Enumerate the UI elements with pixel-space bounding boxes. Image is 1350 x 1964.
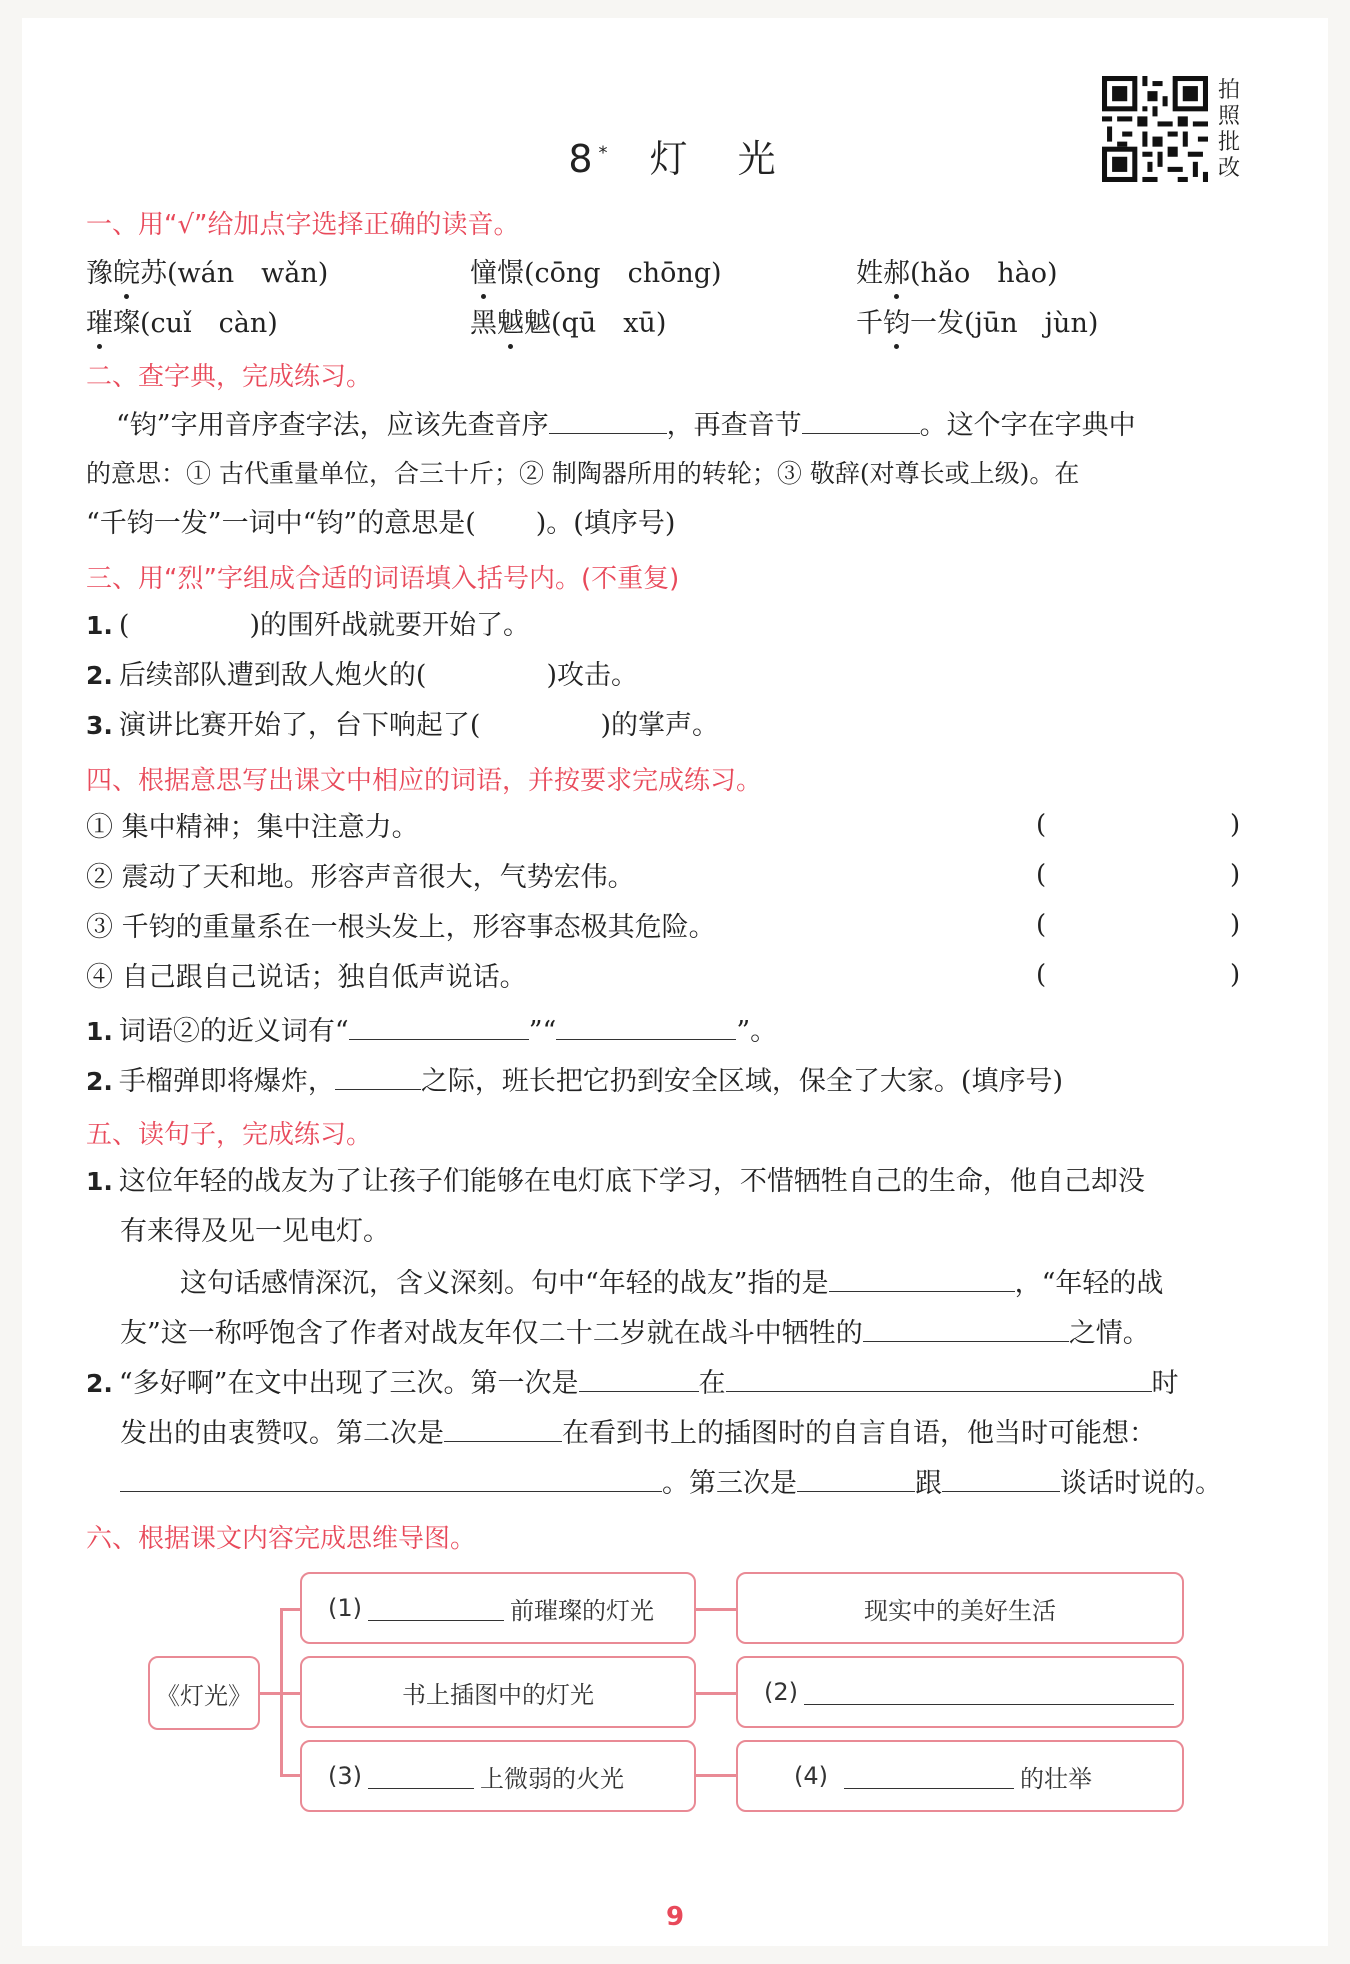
line-text: 这位年轻的战友为了让孩子们能够在电灯底下学习，不惜牺牲自己的生命，他自己却没 [118, 1166, 1145, 1197]
lesson-mark: * [598, 142, 614, 164]
item-text: 黑 [470, 308, 497, 339]
line-text: ”。 [736, 1016, 778, 1047]
section2-line3 [86, 506, 675, 542]
meaning-3: ③ 千钧的重量系在一根头发上，形容事态极其危险。 [86, 912, 716, 943]
blank-field[interactable] [368, 1763, 474, 1789]
item-number: 1. [86, 1017, 113, 1046]
connector [694, 1774, 738, 1777]
meaning-1: ① 集中精神；集中注意力。 [86, 812, 419, 843]
pinyin-item-4 [86, 306, 278, 342]
section5-q2-line1 [86, 1364, 1179, 1402]
blank-field[interactable] [335, 1062, 421, 1090]
item-text: 豫 [86, 258, 113, 289]
line-text: ，再查音节 [666, 410, 802, 441]
blank-field[interactable] [556, 1012, 736, 1040]
item-text: 憬(cōng chōng) [497, 258, 722, 289]
blank-field[interactable] [802, 406, 920, 434]
section5-q1-line2: 有来得及见一见电灯。 [120, 1216, 390, 1247]
answer-paren-close: ) [1230, 860, 1241, 890]
line-text: )的围歼战就要开始了。 [249, 610, 530, 641]
blank-field[interactable] [349, 1012, 529, 1040]
section4-q1 [86, 1012, 777, 1050]
line-text: ”“ [528, 1016, 557, 1047]
mindmap-result-3 [736, 1740, 1184, 1812]
section5-heading: 五、读句子，完成练习。 [86, 1120, 373, 1150]
blank-field[interactable] [120, 1464, 662, 1492]
section5-q2-line3 [120, 1464, 1222, 1502]
line-text: 词语②的近义词有“ [118, 1016, 349, 1047]
section5-q1-line3 [180, 1264, 1163, 1302]
answer-paren-open[interactable]: ( [1036, 910, 1047, 940]
line-text: 之际，班长把它扔到安全区域，保全了大家。(填序号) [420, 1066, 1063, 1097]
line-text: 。第三次是 [662, 1468, 797, 1499]
blank-field[interactable] [863, 1314, 1069, 1342]
blank-field[interactable] [829, 1264, 1015, 1292]
line-text: )。(填序号) [535, 508, 676, 539]
line-text: 手榴弹即将爆炸， [118, 1066, 335, 1097]
item-number: 2. [86, 1067, 113, 1096]
answer-paren-close: ) [1230, 960, 1241, 990]
qr-label-char: 改 [1217, 156, 1240, 181]
blank-field[interactable] [444, 1414, 562, 1442]
lesson-title-text: 灯 光 [649, 137, 782, 181]
section4-q2 [86, 1062, 1063, 1100]
branch-text: 前璀璨的灯光 [510, 1596, 654, 1625]
dotted-char: 钧 [883, 306, 910, 342]
lesson-number: 8 [568, 137, 599, 181]
item-text: 姓 [856, 258, 883, 289]
line-text: “钧”字用音序查字法，应该先查音序 [116, 410, 549, 441]
branch-number: (1) [328, 1594, 362, 1622]
root-label: 《灯光》 [156, 1681, 252, 1710]
item-number: 2. [86, 1369, 113, 1398]
section5-q1-line4 [120, 1314, 1150, 1352]
mindmap-branch-3 [300, 1740, 696, 1812]
qr-label-char: 批 [1217, 130, 1240, 155]
line-text: 跟 [915, 1468, 942, 1499]
blank-field[interactable] [942, 1464, 1060, 1492]
line-text: 在看到书上的插图时的自言自语，他当时可能想： [562, 1418, 1156, 1449]
page-number: 9 [665, 1902, 685, 1932]
connector [280, 1692, 302, 1695]
line-text: ( [118, 610, 130, 641]
pinyin-item-3 [856, 256, 1058, 292]
connector [258, 1692, 280, 1695]
line-text: 之情。 [1068, 1318, 1150, 1349]
blank-field[interactable] [368, 1595, 504, 1621]
line-text: )的掌声。 [600, 710, 719, 741]
pinyin-item-2 [470, 256, 722, 292]
answer-paren-open[interactable]: ( [1036, 860, 1047, 890]
line-text: 谈话时说的。 [1060, 1468, 1222, 1499]
pinyin-item-6 [856, 306, 1098, 342]
pinyin-item-1 [86, 256, 328, 292]
mindmap-root [148, 1656, 260, 1730]
connector [694, 1692, 738, 1695]
answer-paren-open[interactable]: ( [1036, 810, 1047, 840]
section3-item-2 [86, 658, 638, 694]
dotted-char: 魆 [497, 306, 524, 342]
line-text: 后续部队遭到敌人炮火的( [118, 660, 427, 691]
branch-number: (3) [328, 1762, 362, 1790]
blank-field[interactable] [579, 1364, 699, 1392]
connector [694, 1608, 738, 1611]
line-text: 友”这一称呼饱含了作者对战友年仅二十二岁就在战斗中牺牲的 [120, 1318, 863, 1349]
item-text: 一发(jūn jùn) [910, 308, 1099, 339]
blank-field[interactable] [797, 1464, 915, 1492]
connector [280, 1608, 302, 1611]
mindmap-branch-1 [300, 1572, 696, 1644]
line-text: “千钧一发”一词中“钧”的意思是( [86, 508, 476, 539]
blank-field[interactable] [726, 1364, 1152, 1392]
item-text: 璨(cuǐ càn) [113, 308, 278, 339]
branch-text: 书上插图中的灯光 [402, 1680, 594, 1709]
result-number: (2) [764, 1678, 798, 1706]
line-text: 在 [698, 1368, 726, 1399]
result-text: 现实中的美好生活 [864, 1596, 1056, 1625]
line-text: 发出的由衷赞叹。第二次是 [120, 1418, 444, 1449]
qr-code-icon[interactable] [1102, 76, 1208, 182]
mindmap-result-2 [736, 1656, 1184, 1728]
dotted-char: 憧 [470, 256, 497, 292]
line-text: 时 [1151, 1368, 1179, 1399]
item-text: (hǎo hào) [910, 258, 1058, 289]
item-number: 3. [86, 711, 113, 740]
blank-field[interactable] [844, 1763, 1014, 1789]
line-text: )攻击。 [546, 660, 638, 691]
meaning-4: ④ 自己跟自己说话；独自低声说话。 [86, 962, 527, 993]
item-text: 千 [856, 308, 883, 339]
result-text: 的壮举 [1020, 1764, 1092, 1793]
mindmap-branch-2 [300, 1656, 696, 1728]
line-text: ，“年轻的战 [1014, 1268, 1164, 1299]
section4-heading: 四、根据意思写出课文中相应的词语，并按要求完成练习。 [86, 766, 763, 796]
section2-line1 [116, 406, 1136, 444]
item-number: 1. [86, 611, 113, 640]
answer-paren-close: ) [1230, 910, 1241, 940]
result-number: (4) [794, 1762, 828, 1790]
line-text: “多好啊”在文中出现了三次。第一次是 [118, 1368, 579, 1399]
answer-paren-open[interactable]: ( [1036, 960, 1047, 990]
section3-item-3 [86, 708, 719, 744]
dotted-char: 郝 [883, 256, 910, 292]
line-text: 。这个字在字典中 [919, 410, 1136, 441]
branch-text: 上微弱的火光 [480, 1764, 624, 1793]
section3-heading: 三、用“烈”字组成合适的词语填入括号内。(不重复) [86, 564, 680, 594]
dotted-char: 皖 [113, 256, 140, 292]
item-number: 1. [86, 1167, 113, 1196]
blank-field[interactable] [549, 406, 667, 434]
section6-heading: 六、根据课文内容完成思维导图。 [86, 1524, 477, 1554]
item-number: 2. [86, 661, 113, 690]
mindmap-result-1 [736, 1572, 1184, 1644]
qr-label-char: 拍 [1217, 78, 1240, 103]
line-text: 演讲比赛开始了，台下响起了( [118, 710, 481, 741]
line-text: 这句话感情深沉，含义深刻。句中“年轻的战友”指的是 [180, 1268, 829, 1299]
meaning-2: ② 震动了天和地。形容声音很大，气势宏伟。 [86, 862, 635, 893]
dotted-char: 璀 [86, 306, 113, 342]
item-text: 魆(qū xū) [524, 308, 667, 339]
connector [280, 1774, 302, 1777]
section5-q1-line1 [86, 1164, 1145, 1200]
pinyin-item-5 [470, 306, 666, 342]
qr-label [1216, 78, 1242, 182]
qr-label-char: 照 [1217, 104, 1240, 129]
section2-line2: 的意思：① 古代重量单位，合三十斤；② 制陶器所用的转轮；③ 敬辞(对尊长或上级)。在 [86, 459, 1080, 488]
blank-field[interactable] [804, 1679, 1174, 1705]
section3-item-1 [86, 608, 530, 644]
answer-paren-close: ) [1230, 810, 1241, 840]
section5-q2-line2 [120, 1414, 1156, 1452]
section1-heading: 一、用“√”给加点字选择正确的读音。 [86, 210, 520, 240]
section2-heading: 二、查字典，完成练习。 [86, 362, 373, 392]
item-text: 苏(wán wǎn) [140, 258, 329, 289]
